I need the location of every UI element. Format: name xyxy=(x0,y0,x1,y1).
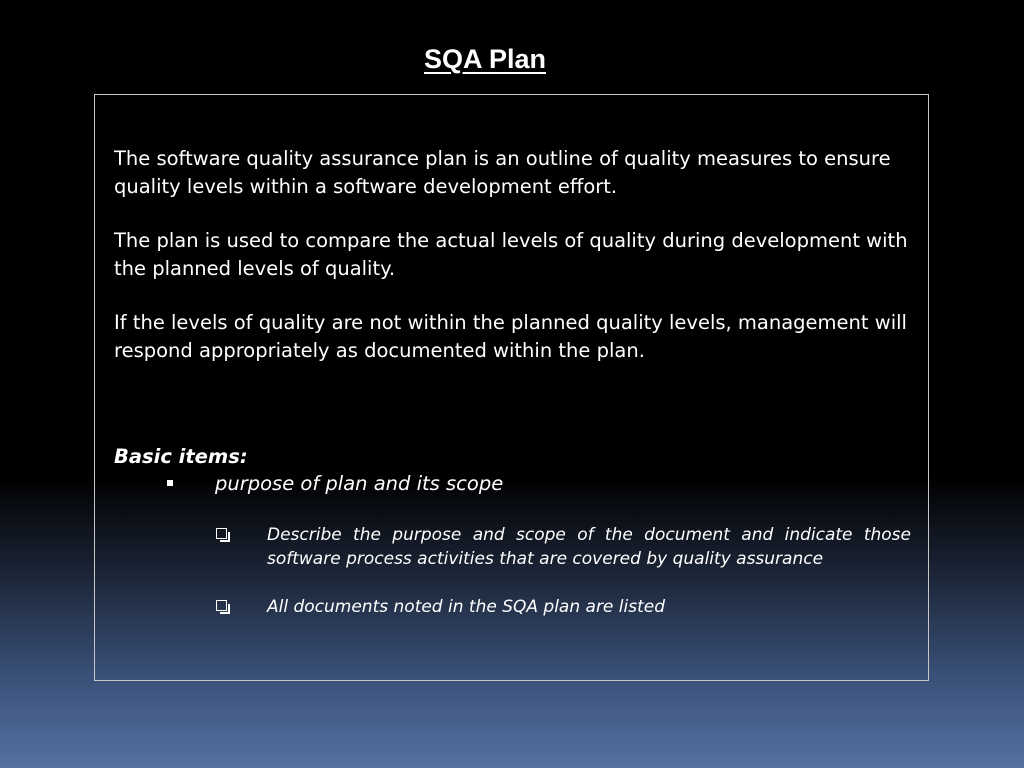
sub-item-text: All documents noted in the SQA plan are listed xyxy=(267,597,666,617)
square-bullet-icon xyxy=(167,480,173,486)
basic-items-heading: Basic items: xyxy=(114,445,248,468)
checkbox-bullet-icon xyxy=(216,528,227,539)
paragraph-definition: The software quality assurance plan is an outline of quality measures to ensure quality levels within a software development effort. xyxy=(114,147,891,198)
sub-item xyxy=(216,595,911,619)
checkbox-bullet-icon xyxy=(216,600,227,611)
paragraph-management: If the levels of quality are not within the planned quality levels, management will respond appropriately as documented within the plan. xyxy=(114,311,907,362)
paragraph-comparison: The plan is used to compare the actual levels of quality during development with the planned levels of quality. xyxy=(114,229,908,280)
bullet-item-text: purpose of plan and its scope xyxy=(215,472,504,495)
sub-item xyxy=(216,523,911,571)
slide-title: SQA Plan xyxy=(423,44,547,74)
sub-item-text: Describe the purpose and scope of the document and indicate those software process activities that are covered by quality assurance xyxy=(267,525,911,569)
content-box xyxy=(94,94,929,681)
